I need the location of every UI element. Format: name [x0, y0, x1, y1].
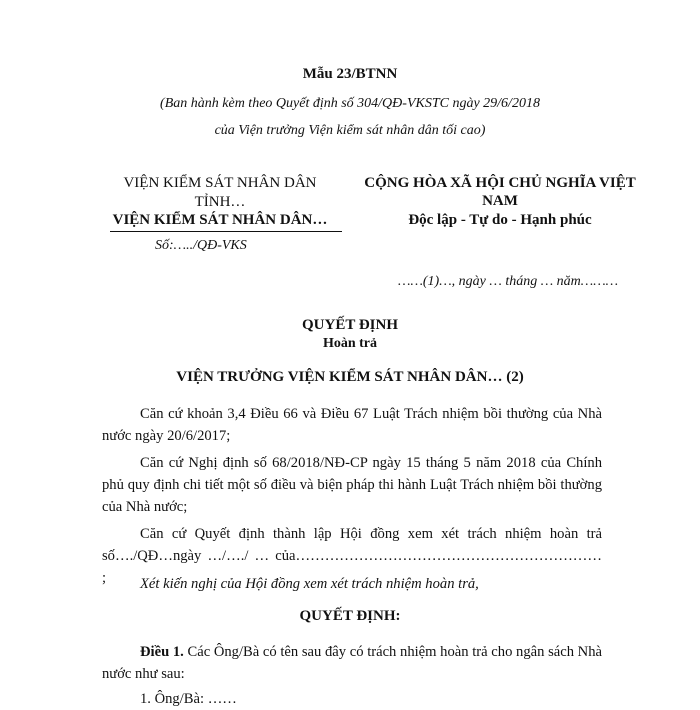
place-and-date: ……(1)…, ngày … tháng … năm……… — [398, 274, 619, 289]
basis-paragraph-1: Căn cứ khoản 3,4 Điều 66 và Điều 67 Luật Trách nhiệm bồi thường của Nhà nước ngày 20/6/2017; — [102, 406, 602, 444]
document-title: QUYẾT ĐỊNH — [302, 317, 398, 333]
issued-by-line-1: (Ban hành kèm theo Quyết định số 304/QĐ-VKSTC ngày 29/6/2018 — [160, 96, 540, 111]
basis-paragraph-2: Căn cứ Nghị định số 68/2018/NĐ-CP ngày 15 tháng 5 năm 2018 của Chính phủ quy định chi tiết một số điều và biện pháp thi hành Luật Trách nhiệm bồi thường của Nhà nước; — [102, 455, 602, 515]
consideration-paragraph: Xét kiến nghị của Hội đồng xem xét trách nhiệm hoàn trả, — [140, 576, 479, 592]
document-subtitle: Hoàn trả — [322, 336, 378, 351]
agency-underline — [110, 231, 342, 232]
agency-line-2: TỈNH… — [194, 194, 246, 210]
basis-paragraph-3: Căn cứ Quyết định thành lập Hội đồng xem xét trách nhiệm hoàn trả số…./QĐ…ngày …/…./ … của……………………………………………………… ; — [102, 526, 602, 586]
issued-by-line-2: của Viện trưởng Viện kiểm sát nhân dân tối cao) — [214, 123, 486, 138]
decision-heading: QUYẾT ĐỊNH: — [299, 608, 401, 624]
list-item: 1. Ông/Bà: …… — [140, 691, 237, 707]
nation-line-1: CỘNG HÒA XÃ HỘI CHỦ NGHĨA VIỆT — [364, 175, 636, 191]
agency-line-3: VIỆN KIỂM SÁT NHÂN DÂN… — [112, 212, 328, 228]
article-1-label: Điều 1. — [140, 644, 184, 660]
motto: Độc lập - Tự do - Hạnh phúc — [408, 212, 592, 228]
form-code: Mẫu 23/BTNN — [302, 66, 398, 82]
agency-line-1: VIỆN KIỂM SÁT NHÂN DÂN — [123, 175, 317, 191]
issuing-authority: VIỆN TRƯỞNG VIỆN KIỂM SÁT NHÂN DÂN… (2) — [176, 369, 524, 385]
document-number: Số:…../QĐ-VKS — [155, 238, 247, 253]
article-1-text: Các Ông/Bà có tên sau đây có trách nhiệm hoàn trả cho ngân sách Nhà nước như sau: — [102, 644, 602, 682]
nation-line-2: NAM — [482, 193, 518, 209]
article-1 — [102, 641, 602, 685]
